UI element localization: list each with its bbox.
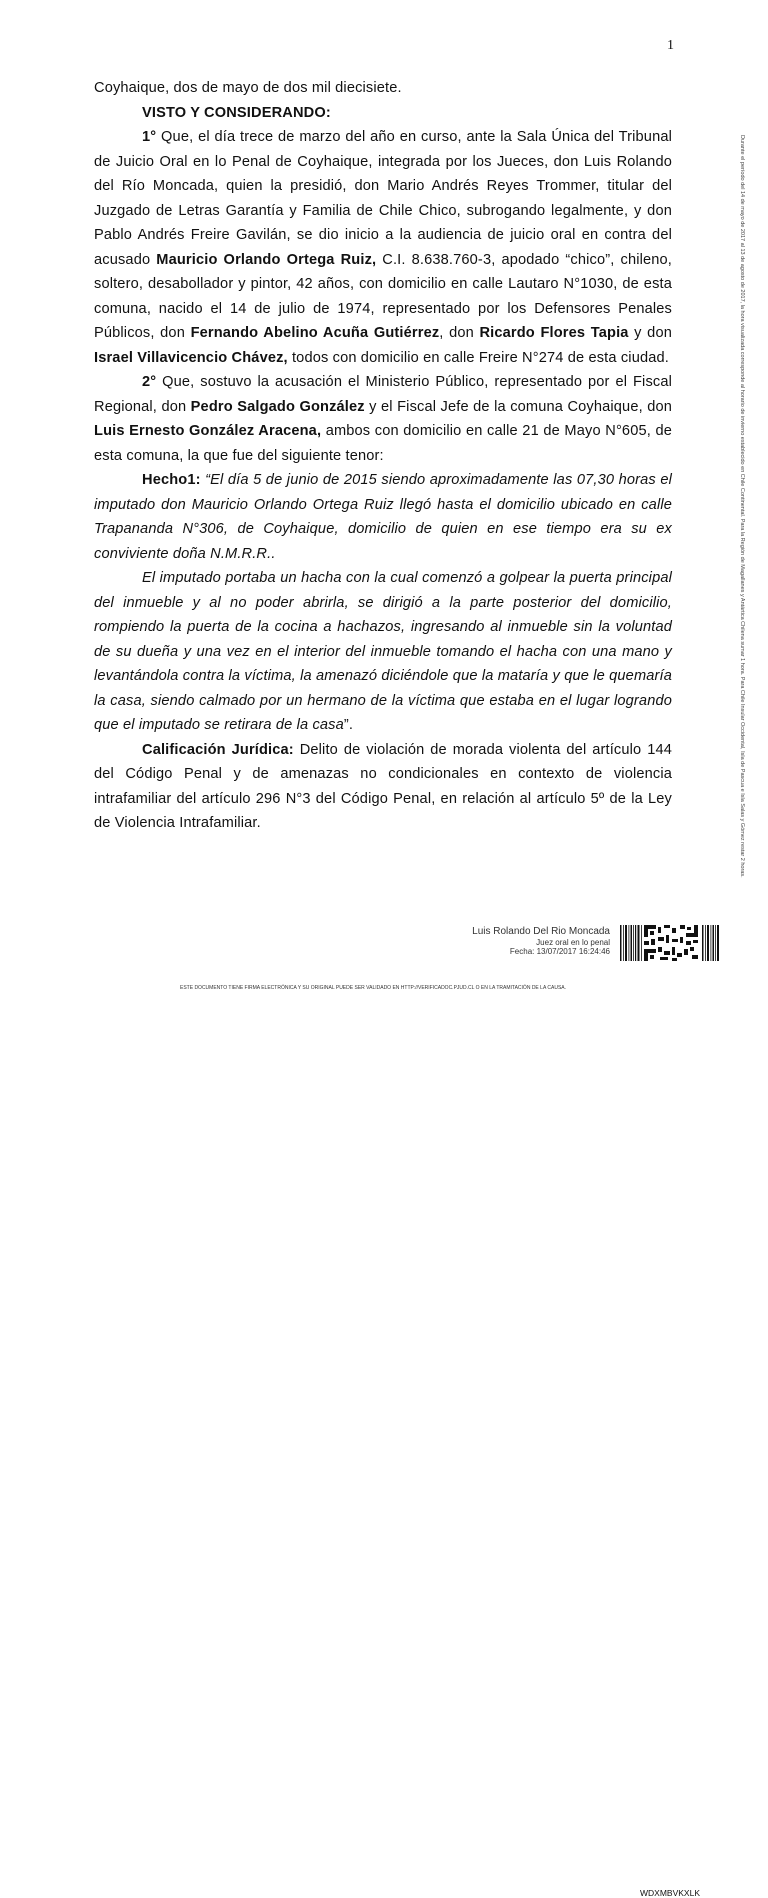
paragraph-1-text: Que, el día trece de marzo del año en curso, ante la Sala Única del Tribunal de Juicio Oral en lo Penal de Coyhaique, integrada por los Jueces, don Luis Rolando del Río Moncada, quien la presidió, don Mario Andrés Reyes Trommer, titular del Juzgado de Letras Garantía y Familia de Chile Chico, subrogando legalmente, y don Pablo Andrés Freire Gavilán, se dio inicio a la audiencia de juicio oral en contra del acusado [94,129,672,268]
paragraph-2-text: ambos con domicilio en calle 21 de Mayo N°605, de esta comuna, la que fue del siguiente tenor: [94,423,672,464]
calificacion-label: Calificación Jurídica: [142,741,294,758]
hecho-continuation [94,566,672,738]
footer-note: ESTE DOCUMENTO TIENE FIRMA ELECTRÓNICA Y SU ORIGINAL PUEDE SER VALIDADO EN HTTP://VERIFICADOC.PJUD.CL O EN LA TRAMITACIÓN DE LA CAUSA. [180,985,567,991]
paragraph-2-text: Que, sostuvo la acusación el Ministerio Público, representado por el Fiscal Regional, don [94,374,672,415]
signer-role: Juez oral en lo penal [536,938,610,947]
paragraph-1-text: y don [628,325,672,341]
page-number: 1 [667,38,674,53]
defender-name: Fernando Abelino Acuña Gutiérrez [190,325,440,341]
paragraph-1 [94,125,672,370]
paragraph-2 [94,370,672,468]
signature-block [404,926,610,956]
hecho-close: ”. [343,717,354,733]
verification-code-box [620,925,720,1898]
hecho-paragraph [94,468,672,566]
paragraph-2-text: y el Fiscal Jefe de la comuna Coyhaique, don [364,398,673,415]
hecho-text: “El día 5 de junio de 2015 siendo aproximadamente las 07,30 horas el imputado don Mauricio Orlando Ortega Ruiz llegó hasta el domicilio ubicado en calle Trapananda N°306, de Coyhaique, domicilio de quien en ese tiempo era su ex conviviente doña N.M.R.R.. [94,472,672,562]
section-heading: VISTO Y CONSIDERANDO: [142,104,331,121]
opening-line: Coyhaique, dos de mayo de dos mil diecisiete. [94,80,402,96]
hecho-label: Hecho1: [142,472,201,488]
prosecutor-name: Luis Ernesto González Aracena, [94,423,322,439]
verification-code: WDXMBVKXLK [640,1888,700,1898]
side-note [736,135,748,938]
prosecutor-name: Pedro Salgado González [190,398,365,415]
signature-date: Fecha: 13/07/2017 16:24:46 [509,947,610,956]
calificacion-paragraph [94,738,672,836]
paragraph-1-text: C.I. 8.638.760-3, apodado “chico”, chileno, soltero, desabollador y pintor, 42 años, con domicilio en calle Lautaro N°1030, de esta comuna, nacido el 14 de julio de 1974, representado por los Defensores Penales Públicos, don [94,251,672,341]
accused-name: Mauricio Orlando Ortega Ruiz, [156,251,377,268]
paragraph-1-text: todos con domicilio en calle Freire N°274 de esta ciudad. [287,349,669,366]
paragraph-1-label: 1° [142,129,157,145]
defender-name: Israel Villavicencio Chávez, [94,349,288,366]
hecho-text: El imputado portaba un hacha con la cual comenzó a golpear la puerta principal del inmueble y al no poder abrirla, se dirigió a la parte posterior del domicilio, rompiendo la puerta de la cocina a hachazos, ingresando al inmueble sin la voluntad de su dueña y una vez en el interior del inmueble tomando el hacha con una mano y levantándola contra la víctima, la amenazó diciéndole que la mataría y que le quemaría la casa, siendo calmado por un hermano de la víctima que estaba en el lugar logrando que el imputado se retirara de la casa [94,570,672,733]
side-note-text: Durante el período del 14 de mayo de 2017 al 13 de agosto de 2017, la hora visualizada corresponde al horario de invierno establecido en Chile Continental. Para la Región de Magallanes y Antártica Chilena sumar 1 hora. Para Chile Insular Occidental, Isla de Pascua e Isla Salas y Gómez restar 2 horas. [739,135,745,878]
barcode-qr-icon [620,925,720,963]
paragraph-1-text: , don [439,325,480,341]
calificacion-text: Delito de violación de morada violenta del artículo 144 del Código Penal y de amenazas no condicionales en contexto de violencia intrafamiliar del artículo 296 N°3 del Código Penal, en relación al artículo 5º de la Ley de Violencia Intrafamiliar. [94,741,673,831]
paragraph-2-label: 2° [142,374,157,390]
defender-name: Ricardo Flores Tapia [479,325,629,341]
document-body [94,76,672,836]
signer-name: Luis Rolando Del Rio Moncada [472,926,610,937]
